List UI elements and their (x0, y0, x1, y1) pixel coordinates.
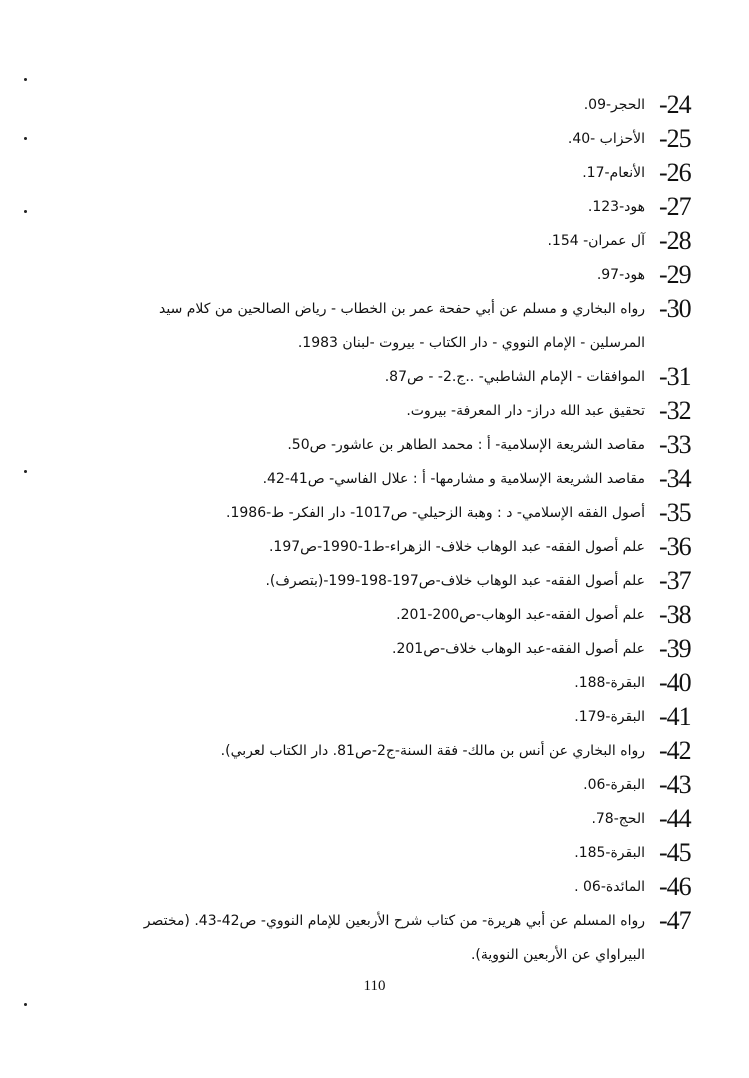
footnote-number: -43 (659, 770, 691, 799)
footnote-number: -26 (659, 158, 691, 187)
footnote-text: المائدة-06 . (574, 879, 645, 895)
scan-speck (24, 470, 27, 473)
footnote-text: علم أصول الفقه-عبد الوهاب خلاف-ص201. (392, 641, 645, 657)
footnote-item (111, 632, 711, 666)
footnote-item (111, 156, 711, 190)
footnote-item (111, 292, 711, 360)
footnote-item (111, 88, 711, 122)
footnote-number: -47 (659, 906, 691, 935)
footnote-text: البقرة-188. (574, 675, 645, 691)
footnote-text: الموافقات - الإمام الشاطبي- ..ج.2- - ص87. (384, 369, 645, 385)
page-number: 110 (363, 978, 386, 994)
footnote-number: -33 (659, 430, 691, 459)
footnote-text: الأحزاب -40. (567, 131, 645, 147)
footnote-item (111, 360, 711, 394)
footnote-item (111, 428, 711, 462)
footnote-number: -29 (659, 260, 691, 289)
footnote-number: -41 (659, 702, 691, 731)
footnote-item (111, 836, 711, 870)
footnote-item (111, 394, 711, 428)
footnote-item (111, 496, 711, 530)
footnote-number: -42 (659, 736, 691, 765)
footnote-text: أصول الفقه الإسلامي- د : وهبة الزحيلي- ص1017- دار الفكر- ط-1986. (226, 505, 645, 521)
footnote-number: -30 (659, 294, 691, 323)
scan-speck (24, 1003, 27, 1006)
footnote-text: الحج-78. (591, 811, 645, 827)
footnote-number: -44 (659, 804, 691, 833)
footnote-text: مقاصد الشريعة الإسلامية- أ : محمد الطاهر بن عاشور- ص50. (287, 437, 645, 453)
footnote-number: -25 (659, 124, 691, 153)
footnote-item (111, 768, 711, 802)
footnote-text: البقرة-179. (574, 709, 645, 725)
footnote-number: -45 (659, 838, 691, 867)
footnote-number: -40 (659, 668, 691, 697)
footnote-item (111, 734, 711, 768)
footnote-text: رواه المسلم عن أبي هريرة- من كتاب شرح الأربعين للإمام النووي- ص42-43. (مختصر البيراواي عن الأربعين النووية). (143, 913, 645, 963)
footnotes-list (111, 88, 711, 972)
footnote-text: آل عمران- 154. (547, 233, 645, 249)
footnote-item (111, 666, 711, 700)
scan-speck (24, 210, 27, 213)
footnote-item (111, 258, 711, 292)
footnote-item (111, 190, 711, 224)
footnote-number: -35 (659, 498, 691, 527)
footnote-item (111, 870, 711, 904)
footnote-text: الأنعام-17. (582, 165, 645, 181)
footnote-number: -36 (659, 532, 691, 561)
footnote-item (111, 224, 711, 258)
footnote-item (111, 904, 711, 972)
footnote-text: علم أصول الفقه- عبد الوهاب خلاف- الزهراء-ط1-1990-ص197. (268, 539, 645, 555)
footnote-item (111, 598, 711, 632)
footnote-item (111, 462, 711, 496)
footnote-number: -24 (659, 90, 691, 119)
footnote-text: مقاصد الشريعة الإسلامية و مشارمها- أ : علال الفاسي- ص41-42. (262, 471, 645, 487)
footnote-text: هود-97. (596, 267, 645, 283)
footnote-text: علم أصول الفقه-عبد الوهاب-ص200-201. (396, 607, 645, 623)
footnote-text: هود-123. (587, 199, 645, 215)
footnote-item (111, 564, 711, 598)
footnote-number: -46 (659, 872, 691, 901)
footnote-text: رواه البخاري عن أنس بن مالك- فقة السنة-ج2-ص81. دار الكتاب لعربي). (220, 743, 645, 759)
footnote-number: -28 (659, 226, 691, 255)
footnote-text: تحقيق عبد الله دراز- دار المعرفة- بيروت. (406, 403, 645, 419)
footnote-item (111, 530, 711, 564)
footnote-number: -37 (659, 566, 691, 595)
footnote-item (111, 700, 711, 734)
footnote-text: البقرة-185. (574, 845, 645, 861)
footnote-item (111, 802, 711, 836)
footnote-number: -39 (659, 634, 691, 663)
scan-speck (24, 137, 27, 140)
footnote-text: الحجر-09. (583, 97, 645, 113)
footnote-number: -34 (659, 464, 691, 493)
footnote-text: البقرة-06. (583, 777, 645, 793)
footnote-number: -31 (659, 362, 691, 391)
footnote-text: علم أصول الفقه- عبد الوهاب خلاف-ص197-198-199-(بتصرف). (265, 573, 645, 589)
footnote-number: -32 (659, 396, 691, 425)
footnote-number: -38 (659, 600, 691, 629)
footnote-number: -27 (659, 192, 691, 221)
footnote-item (111, 122, 711, 156)
footnote-text: رواه البخاري و مسلم عن أبي حفحة عمر بن الخطاب - رياض الصالحين من كلام سيد المرسلين - الإمام النووي - دار الكتاب - بيروت -لبنان 1983. (159, 301, 645, 351)
scan-speck (24, 78, 27, 81)
